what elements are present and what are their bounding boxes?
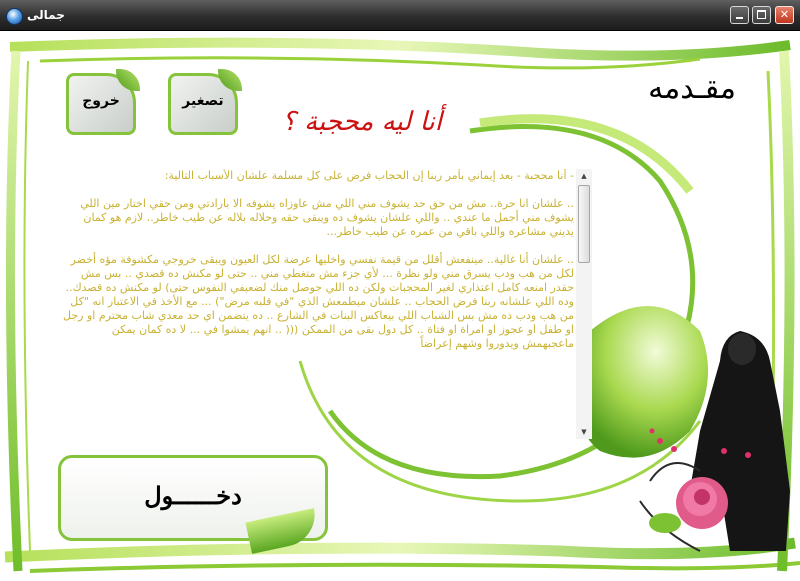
scroll-down-arrow-icon[interactable]: ▼ <box>581 428 587 436</box>
minimize-icon <box>736 17 743 19</box>
window-title: جمالى <box>27 8 65 22</box>
intro-text-box[interactable] <box>58 169 592 439</box>
maximize-icon <box>757 10 766 19</box>
paragraph: - أنا محجبة - بعد إيماني بأمر ربنا إن الحجاب فرض على كل مسلمة علشان الأسباب التالية: <box>164 169 574 182</box>
paragraph: .. علشان انا حرة.. مش من حق حد يشوف مني اللي مش عاوزاه يشوفه الا بارادتي ومن حقي اختار مين اللي يشوف مني أجمل ما عندي .. واللي علشان يشوف ده ويبقى حقه وحلاله بلاله عن طيب خاطر.. لازم هو كمان يديني مشاعره واللي باقي من عمره عن طيب خاطر... <box>80 197 574 238</box>
close-window-button[interactable] <box>775 6 794 24</box>
paragraph: .. علشان أنا غالية.. مينفعش أقلل من قيمة نفسي واخليها عرضة لكل العيون ويبقى خروجي مكشوفة مؤه أخضر لكل من هب ودب يسرق مني ولو نظرة ... لأي جزء مش متغطي مني .. حتى لو مكنش ده قصدي .. بس مش حقدر امنعه كامل اعتذاري لغير المحجبات ولكن ده اللي حوصل منك لضعيفي النفوس حتى) لو مكنش ده قصدك.. وده اللي علشانه ربنا فرض الحجاب .. علشان ميطمعش الذي "في قلبه مرض") ... مع الأخذ في الاعتبار انه "كل من هب ودب ده مش بس الشباب اللي بيعاكس البنات في الشارع .. ده يتضمن اي حد معدي شاب محترم او رجل او طفل او عجوز او امراة او فتاة .. كل دول بقى من الممكن ((( .. انهم يمشوا في ... لا ده كمان يمكن ماعجبهمش ويدوروا وشهم إعراضاً <box>63 253 574 350</box>
title-bar[interactable] <box>0 0 800 31</box>
minimize-button-label: تصغير <box>182 93 224 109</box>
app-icon[interactable] <box>6 8 23 25</box>
exit-button[interactable] <box>66 73 136 135</box>
maximize-window-button[interactable] <box>752 6 771 24</box>
minimize-button[interactable] <box>168 73 238 135</box>
minimize-window-button[interactable] <box>730 6 749 24</box>
page-title: مقـدمه <box>648 71 736 106</box>
scroll-thumb[interactable] <box>578 185 590 263</box>
vertical-scrollbar[interactable] <box>576 169 592 439</box>
intro-text <box>58 169 574 439</box>
scroll-up-arrow-icon[interactable]: ▲ <box>581 172 587 180</box>
enter-button-label: دخــــــول <box>144 481 242 510</box>
close-icon: ✕ <box>779 8 790 21</box>
enter-button[interactable] <box>58 455 328 541</box>
content-area <box>0 31 800 581</box>
section-heading: أنا ليه محجبة ؟ <box>282 107 442 137</box>
exit-button-label: خروج <box>82 93 120 109</box>
